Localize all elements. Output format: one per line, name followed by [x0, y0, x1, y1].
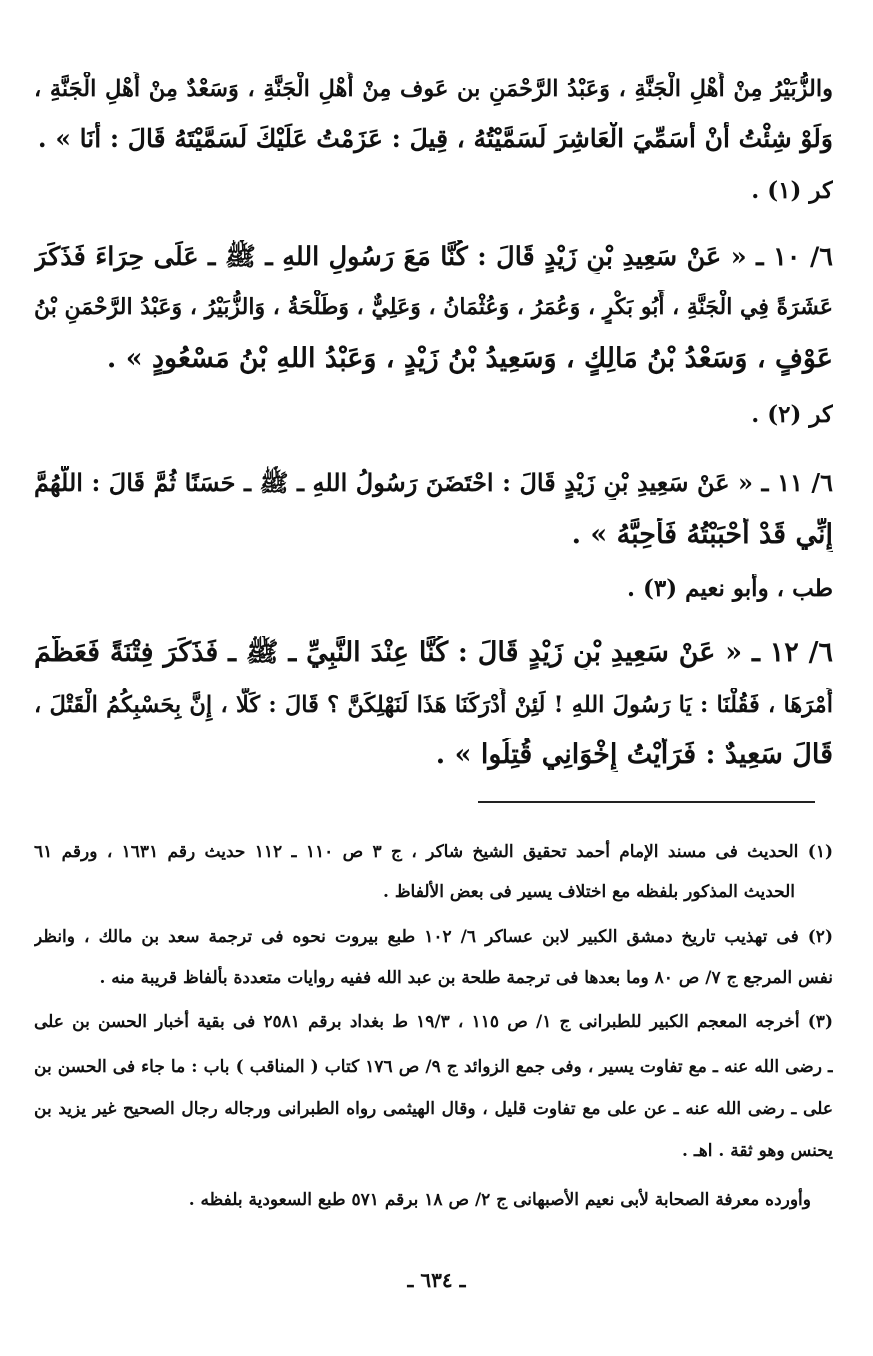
source-reference: كر (٢) . — [751, 401, 833, 428]
footnote-line: (٢) فى تهذيب تاريخ دمشق الكبير لابن عساكر ٦/ ١٠٢ طبع بيروت نحوه فى ترجمة سعد بن مالك ، وانظر — [34, 927, 833, 947]
source-reference: طب ، وأبو نعيم (٣) . — [626, 575, 833, 602]
footnote-separator — [478, 801, 815, 803]
source-reference: كر (١) . — [751, 177, 833, 204]
hadith-text-line: عَشَرَةً فِي الْجَنَّةِ ، أَبُو بَكْرٍ ، وَعُمَرُ ، وَعُثْمَانُ ، وَعَلِيٌّ ، وَطَلْحَةُ ، وَالزُّبَيْرُ ، وَعَبْدُ الرَّحْمَنِ بْنُ — [34, 294, 833, 320]
footnote-line: على ـ رضى الله عنه ـ عن على مع تفاوت قليل ، وقال الهيثمى رواه الطبرانى ورجاله رجال الصحيح غير يزيد بن — [34, 1099, 833, 1119]
hadith-text-line: ٦/ ١٠ ـ « عَنْ سَعِيدِ بْنِ زَيْدٍ قَالَ : كُنَّا مَعَ رَسُولِ اللهِ ـ ﷺ ـ عَلَى حِرَاءَ فَذَكَرَ — [34, 242, 833, 272]
footnote-line: يحنس وهو ثقة . اهـ . — [681, 1141, 833, 1161]
hadith-text-line: وَلَوْ شِئْتُ أَنْ أُسَمِّيَ الْعَاشِرَ لَسَمَّيْتُهُ ، قِيلَ : عَزَمْتُ عَلَيْكَ لَسَمَّيْتَهُ قَالَ : أَنَا » . — [37, 124, 833, 153]
hadith-text-line: عَوْفٍ ، وَسَعْدُ بْنُ مَالِكٍ ، وَسَعِيدُ بْنُ زَيْدٍ ، وَعَبْدُ اللهِ بْنُ مَسْعُودٍ » . — [106, 343, 833, 374]
hadith-text-line: قَالَ سَعِيدٌ : فَرَأَيْتُ إِخْوَانِي قُتِلُوا » . — [435, 739, 833, 770]
hadith-text-line: ٦/ ١١ ـ « عَنْ سَعِيدِ بْنِ زَيْدٍ قَالَ : احْتَضَنَ رَسُولُ اللهِ ـ ﷺ ـ حَسَنًا ثُمَّ قَالَ : اللَّهُمَّ — [34, 468, 833, 497]
hadith-text-line: إِنِّي قَدْ أَحْبَبْتُهُ فَأَحِبَّهُ » . — [571, 519, 833, 550]
footnote-line: ـ رضى الله عنه ـ مع تفاوت يسير ، وفى جمع الزوائد ج ٩/ ص ١٧٦ كتاب ( المناقب ) باب : ما جاء فى الحسن بن — [34, 1057, 833, 1077]
footnote-line: الحديث المذكور بلفظه مع اختلاف يسير فى بعض الألفاظ . — [382, 882, 795, 902]
hadith-text-line: ٦/ ١٢ ـ « عَنْ سَعِيدِ بْنِ زَيْدٍ قَالَ : كُنَّا عِنْدَ النَّبِيِّ ـ ﷺ ـ فَذَكَرَ فِتْنَةً فَعَظَّمَ — [34, 637, 833, 668]
footnote-line: نفس المرجع ج ٧/ ص ٨٠ وما بعدها فى ترجمة طلحة بن عبد الله ففيه روايات متعددة بألفاظ قريبة منه . — [99, 968, 833, 988]
hadith-text-line: والزُّبَيْرُ مِنْ أَهْلِ الْجَنَّةِ ، وَعَبْدُ الرَّحْمَنِ بن عَوف مِنْ أَهْلِ الْجَنَّةِ ، وَسَعْدٌ مِنْ أَهْلِ الْجَنَّةِ ، — [34, 76, 833, 102]
hadith-text-line: أَمْرَهَا ، فَقُلْنَا : يَا رَسُولَ اللهِ ! لَئِنْ أَدْرَكَنَا هَذَا لَنَهْلِكَنَّ ؟ قَالَ : كَلَّا ، إِنَّ بِحَسْبِكُمُ الْقَتْلَ ، — [34, 692, 833, 718]
footnote-line: وأورده معرفة الصحابة لأبى نعيم الأصبهانى ج ٢/ ص ١٨ برقم ٥٧١ طبع السعودية بلفظه . — [188, 1190, 811, 1210]
footnote-line: (١) الحديث فى مسند الإمام أحمد تحقيق الشيخ شاكر ، ج ٣ ص ١١٠ ـ ١١٢ حديث رقم ١٦٣١ ، ورقم ٦١ — [34, 842, 833, 862]
page-number: ـ ٦٣٤ ـ — [407, 1268, 466, 1292]
footnote-line: (٣) أخرجه المعجم الكبير للطبرانى ج ١/ ص ١١٥ ، ١٩/٣ ط بغداد برقم ٢٥٨١ فى بقية أخبار الحسن بن على — [34, 1012, 833, 1032]
